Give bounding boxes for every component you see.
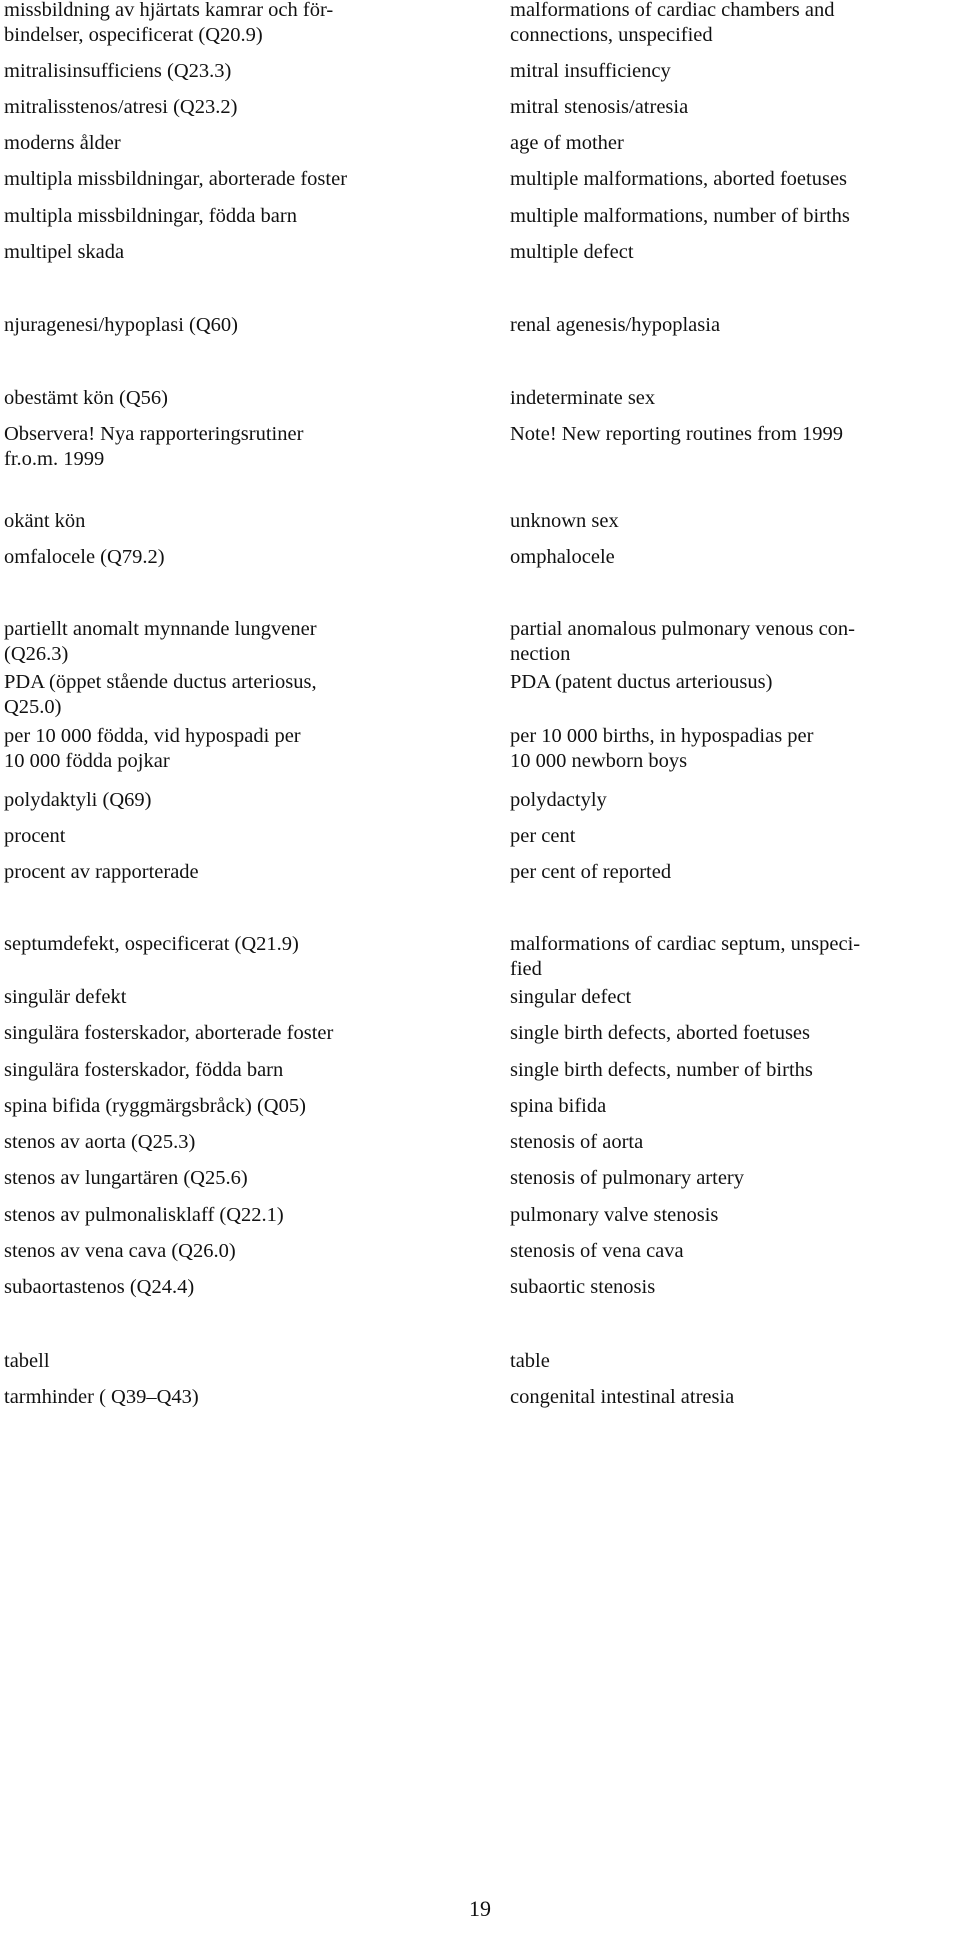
- swedish-term: mitralisinsufficiens (Q23.3): [4, 60, 232, 82]
- swedish-term: obestämt kön (Q56): [4, 387, 168, 409]
- swedish-term: procent: [4, 825, 66, 847]
- english-term: indeterminate sex: [510, 387, 656, 409]
- swedish-term: PDA (öppet stående ductus arteriosus, Q25.0): [4, 671, 317, 718]
- english-term: polydactyly: [510, 789, 607, 811]
- english-term: malformations of cardiac septum, unspeci- fied: [510, 933, 861, 980]
- swedish-term: stenos av vena cava (Q26.0): [4, 1240, 236, 1262]
- english-term: multiple malformations, aborted foetuses: [510, 168, 848, 190]
- english-term: omphalocele: [510, 546, 615, 568]
- swedish-term: okänt kön: [4, 510, 86, 532]
- swedish-term: subaortastenos (Q24.4): [4, 1276, 195, 1298]
- swedish-term: tabell: [4, 1350, 50, 1372]
- english-term: spina bifida: [510, 1095, 607, 1117]
- english-term: single birth defects, aborted foetuses: [510, 1022, 811, 1044]
- english-term: multiple defect: [510, 241, 634, 263]
- english-term: PDA (patent ductus arteriousus): [510, 671, 773, 693]
- swedish-term: singulär defekt: [4, 986, 127, 1008]
- swedish-term: multipla missbildningar, födda barn: [4, 205, 297, 227]
- swedish-term: Observera! Nya rapporteringsrutiner fr.o.m. 1999: [4, 423, 304, 470]
- swedish-term: multipla missbildningar, aborterade foster: [4, 168, 348, 190]
- english-term: mitral insufficiency: [510, 60, 671, 82]
- english-term: stenosis of pulmonary artery: [510, 1167, 744, 1189]
- swedish-term: stenos av pulmonalisklaff (Q22.1): [4, 1204, 284, 1226]
- english-term: unknown sex: [510, 510, 619, 532]
- english-term: single birth defects, number of births: [510, 1059, 813, 1081]
- english-term: partial anomalous pulmonary venous con- nection: [510, 618, 855, 665]
- swedish-term: partiellt anomalt mynnande lungvener (Q26.3): [4, 618, 317, 665]
- english-term: pulmonary valve stenosis: [510, 1204, 719, 1226]
- swedish-term: singulära fosterskador, födda barn: [4, 1059, 284, 1081]
- english-term: Note! New reporting routines from 1999: [510, 423, 844, 445]
- swedish-term: omfalocele (Q79.2): [4, 546, 165, 568]
- english-term: congenital intestinal atresia: [510, 1386, 735, 1408]
- english-term: per 10 000 births, in hypospadias per 10 000 newborn boys: [510, 725, 814, 772]
- swedish-term: tarmhinder ( Q39–Q43): [4, 1386, 199, 1408]
- swedish-term: missbildning av hjärtats kamrar och för- bindelser, ospecificerat (Q20.9): [4, 0, 334, 46]
- swedish-term: njuragenesi/hypoplasi (Q60): [4, 314, 238, 336]
- swedish-term: mitralisstenos/atresi (Q23.2): [4, 96, 238, 118]
- swedish-term: stenos av lungartären (Q25.6): [4, 1167, 248, 1189]
- swedish-term: procent av rapporterade: [4, 861, 199, 883]
- english-term: mitral stenosis/atresia: [510, 96, 689, 118]
- swedish-term: stenos av aorta (Q25.3): [4, 1131, 196, 1153]
- english-term: age of mother: [510, 132, 624, 154]
- english-term: stenosis of vena cava: [510, 1240, 684, 1262]
- english-term: stenosis of aorta: [510, 1131, 644, 1153]
- english-term: singular defect: [510, 986, 632, 1008]
- english-term: renal agenesis/hypoplasia: [510, 314, 721, 336]
- english-term: per cent: [510, 825, 576, 847]
- swedish-term: singulära fosterskador, aborterade foster: [4, 1022, 334, 1044]
- english-term: multiple malformations, number of births: [510, 205, 850, 227]
- swedish-term: septumdefekt, ospecificerat (Q21.9): [4, 933, 299, 955]
- swedish-term: spina bifida (ryggmärgsbråck) (Q05): [4, 1095, 306, 1117]
- english-term: table: [510, 1350, 550, 1372]
- swedish-term: per 10 000 födda, vid hypospadi per 10 000 födda pojkar: [4, 725, 301, 772]
- swedish-term: moderns ålder: [4, 132, 121, 154]
- english-term: per cent of reported: [510, 861, 672, 883]
- english-term: subaortic stenosis: [510, 1276, 656, 1298]
- swedish-term: polydaktyli (Q69): [4, 789, 152, 811]
- page-number: 19: [469, 1896, 491, 1921]
- swedish-term: multipel skada: [4, 241, 125, 263]
- english-term: malformations of cardiac chambers and connections, unspecified: [510, 0, 835, 46]
